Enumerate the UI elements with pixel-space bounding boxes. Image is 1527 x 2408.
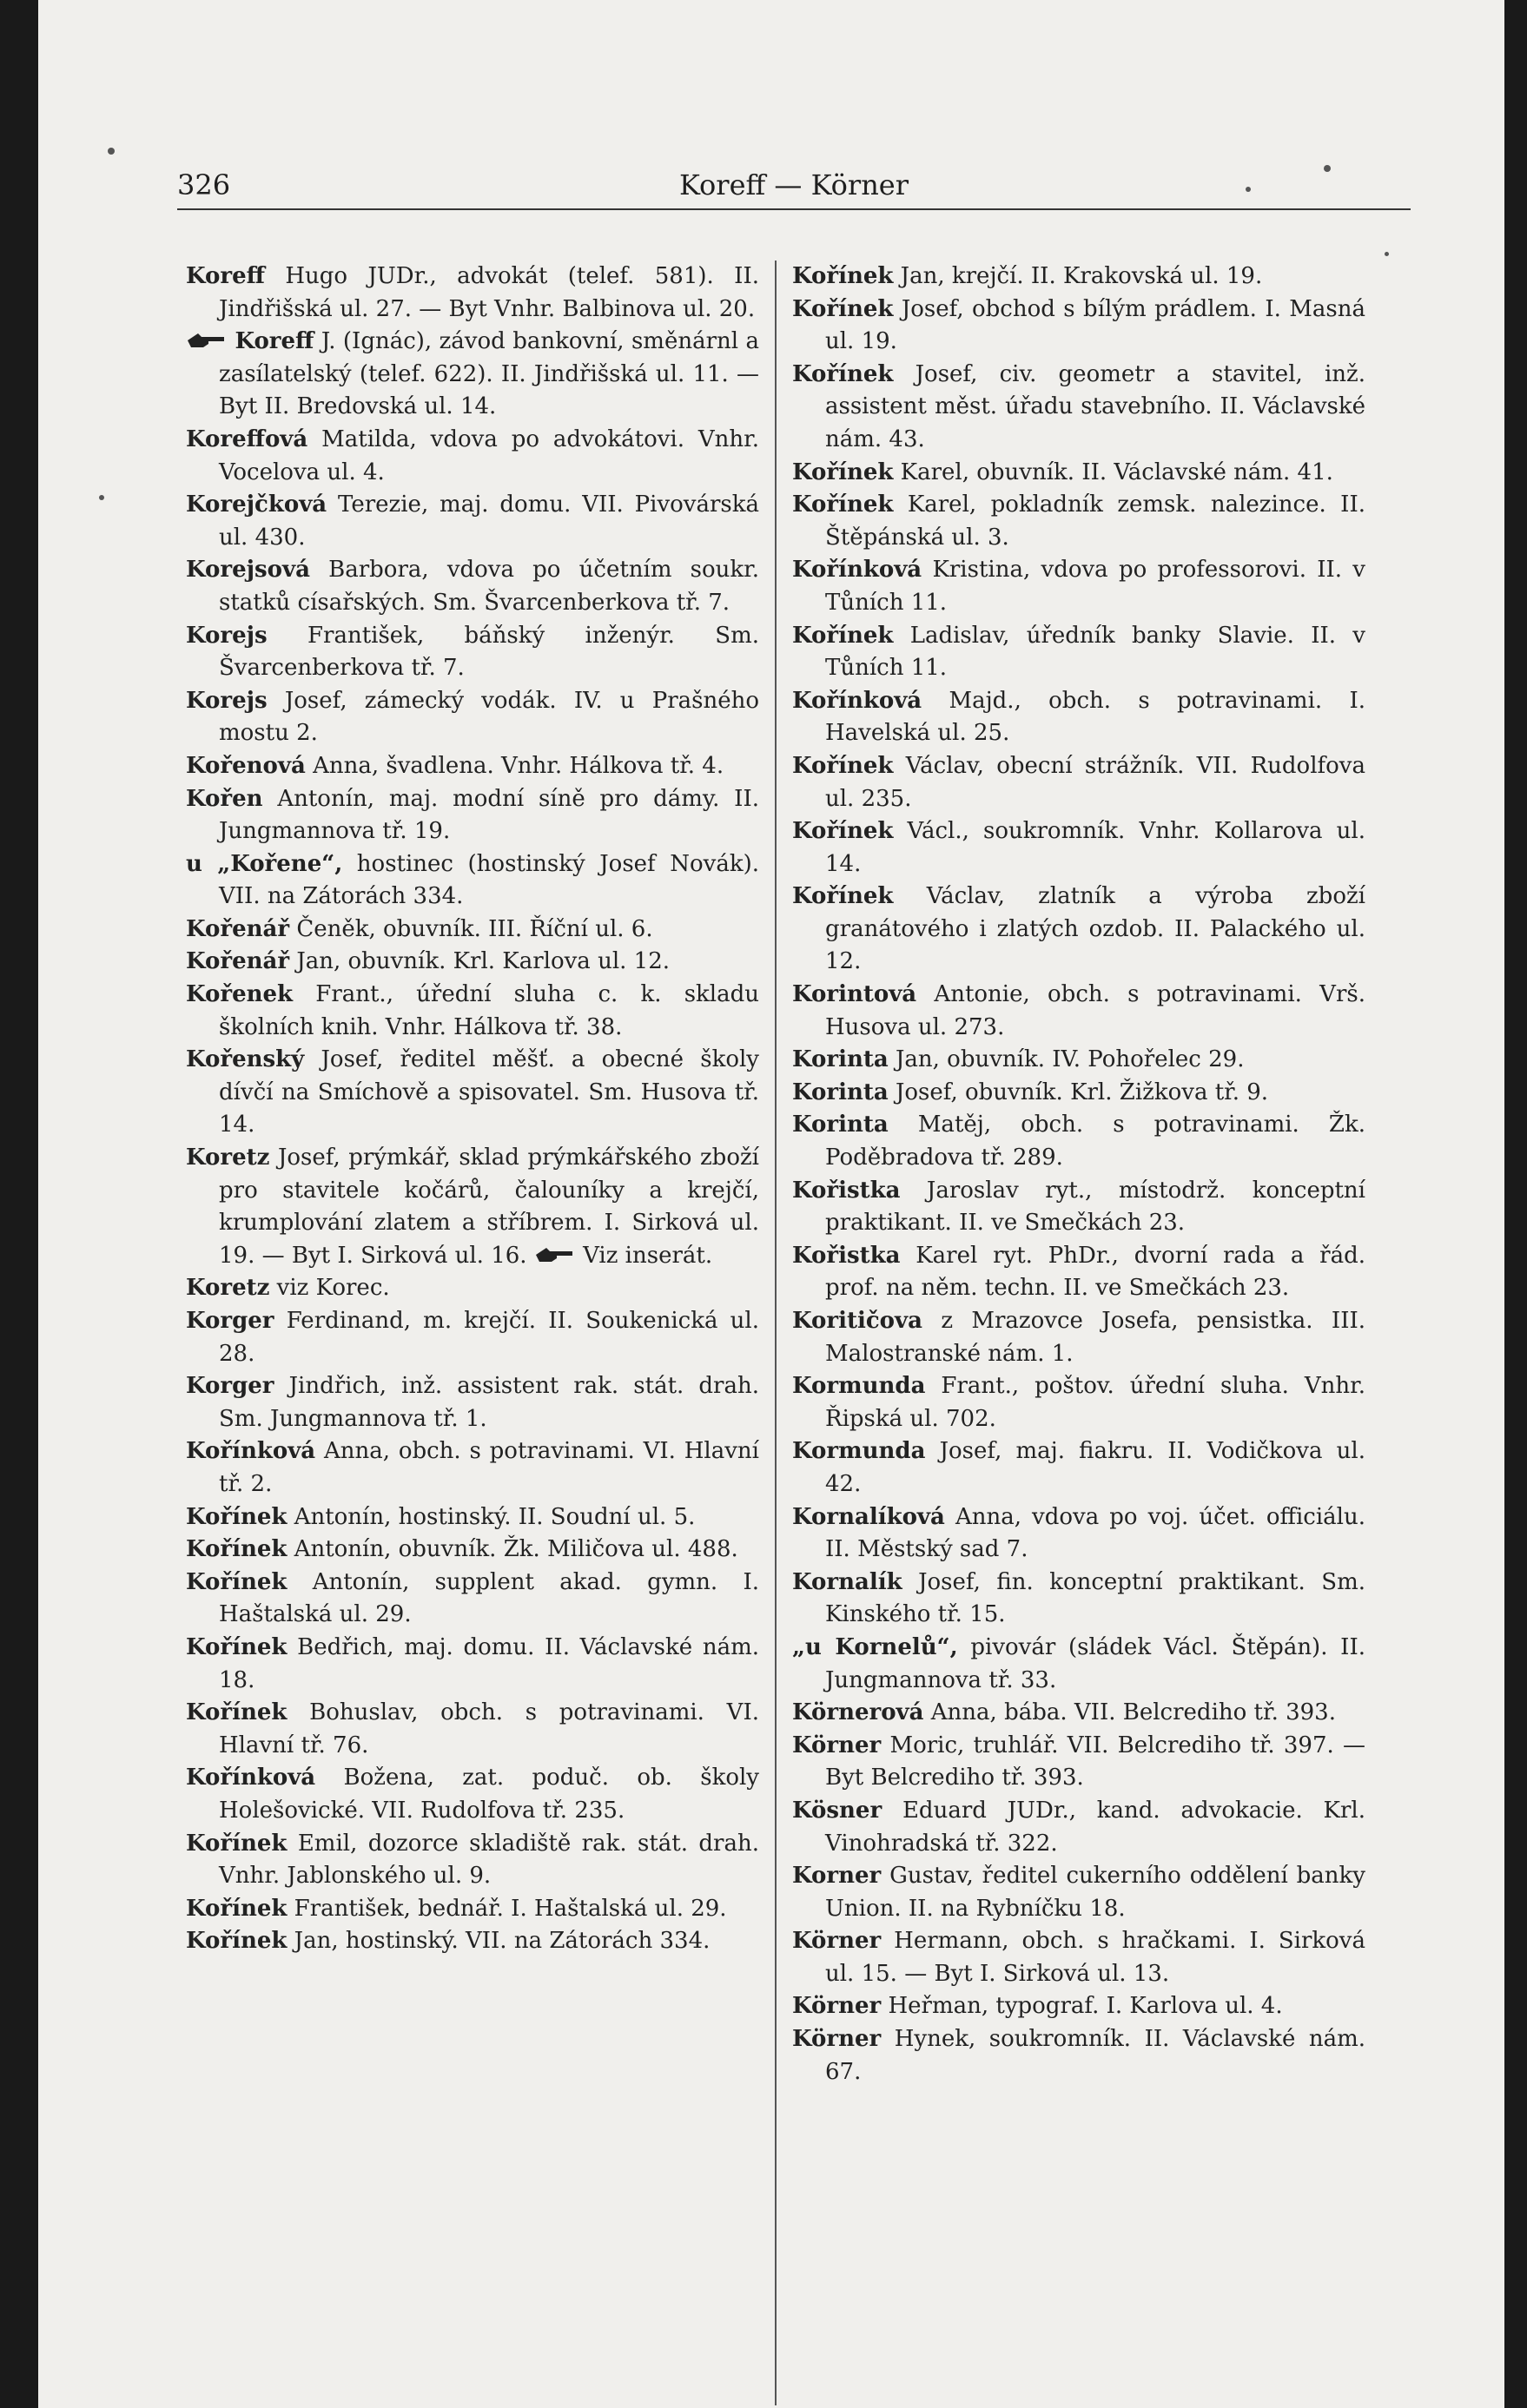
entry-surname: Koretz (186, 1275, 270, 1302)
entry-details: Matěj, obch. s potravinami. Žk. Poděbradova tř. 289. (825, 1112, 1365, 1171)
directory-entry (186, 1142, 759, 1272)
directory-entry (792, 1370, 1365, 1435)
directory-entry (792, 1925, 1365, 1990)
entry-details: Bohuslav, obch. s potravinami. VI. Hlavní tř. 76. (219, 1699, 759, 1758)
directory-entry (792, 554, 1365, 619)
entry-surname: Korejčková (186, 491, 327, 518)
directory-entry (186, 783, 759, 848)
directory-entry (186, 1435, 759, 1501)
entry-details: František, bednář. I. Haštalská ul. 29. (287, 1895, 727, 1922)
entry-details: J. (Ignác), závod bankovní, směnárnl a zasílatelský (telef. 622). II. Jindřišská ul. 11. — Byt II. Bredovská ul. 14. (219, 328, 760, 420)
directory-entry (792, 1077, 1365, 1110)
entry-details: Anna, bába. VII. Belcrediho tř. 393. (923, 1699, 1336, 1726)
entry-details: Josef, maj. fiakru. II. Vodičkova ul. 42. (825, 1438, 1365, 1497)
directory-entry (186, 1305, 759, 1370)
entry-surname: Koretz (186, 1145, 270, 1171)
entry-surname: Kösner (792, 1797, 882, 1824)
pointing-hand-icon (534, 1243, 576, 1263)
entry-details: Antonín, obuvník. Žk. Miličova ul. 488. (287, 1536, 738, 1563)
entry-surname: Kořínek (792, 883, 894, 910)
entry-details: Josef, obchod s bílým prádlem. I. Masná ul. 19. (825, 295, 1365, 355)
left-column (186, 261, 759, 1958)
entry-surname: Korejsová (186, 557, 310, 584)
entry-details: Hynek, soukromník. II. Václavské nám. 67. (825, 2026, 1365, 2085)
entry-details: Václav, zlatník a výroba zboží granátového i zlatých ozdob. II. Palackého ul. 12. (825, 883, 1365, 975)
entry-surname: Kořenský (186, 1046, 305, 1073)
directory-entry (792, 1044, 1365, 1077)
directory-entry (186, 554, 759, 619)
entry-details: Karel, obuvník. II. Václavské nám. 41. (893, 459, 1333, 485)
entry-surname: Körner (792, 1993, 882, 2020)
directory-entry (186, 914, 759, 947)
entry-surname: Kořínková (186, 1765, 316, 1791)
entry-surname: Körner (792, 2026, 882, 2053)
entry-surname: u „Kořene“, (186, 850, 343, 877)
entry-surname: „u Kornelů“, (792, 1633, 958, 1660)
entry-details: Jan, krejčí. II. Krakovská ul. 19. (893, 263, 1263, 289)
directory-entry (792, 1730, 1365, 1795)
directory-entry (792, 1697, 1365, 1730)
entry-details: Hugo JUDr., advokát (telef. 581). II. Jindřišská ul. 27. — Byt Vnhr. Balbinova ul. 20. (219, 263, 759, 322)
directory-entry (186, 685, 759, 750)
ink-speck (99, 495, 104, 500)
entry-details: Antonín, supplent akad. gymn. I. Haštalská ul. 29. (219, 1568, 759, 1628)
entry-details: Heřman, typograf. I. Karlova ul. 4. (881, 1993, 1283, 2020)
directory-entry (186, 1893, 759, 1926)
entry-details: Terezie, maj. domu. VII. Pivovárská ul. 430. (219, 491, 759, 551)
entry-surname: Korinta (792, 1112, 889, 1138)
directory-entry (186, 1762, 759, 1827)
directory-entry (186, 946, 759, 979)
entry-surname: Kořínek (792, 263, 894, 289)
directory-entry (792, 1860, 1365, 1925)
directory-entry (792, 359, 1365, 457)
entry-surname: Kořínek (186, 1633, 288, 1660)
entry-surname: Koreff (235, 328, 314, 355)
entry-details: viz Korec. (269, 1275, 390, 1302)
directory-entry (792, 261, 1365, 294)
entry-surname: Körner (792, 1732, 882, 1758)
entry-surname: Koreffová (186, 426, 308, 452)
directory-entry (792, 1435, 1365, 1501)
entry-details: Gustav, ředitel cukerního oddělení banky Union. II. na Rybníčku 18. (825, 1863, 1365, 1922)
entry-details: Ladislav, úředník banky Slavie. II. v Tůních 11. (825, 622, 1365, 682)
entry-surname: Kořenová (186, 752, 306, 779)
entry-details: Anna, švadlena. Vnhr. Hálkova tř. 4. (305, 752, 724, 779)
entry-surname: Kořínek (792, 752, 894, 779)
entry-details: Kristina, vdova po professorovi. II. v Tůních 11. (825, 557, 1365, 616)
entry-note: Viz inserát. (575, 1242, 713, 1269)
entry-details: Bedřich, maj. domu. II. Václavské nám. 18. (219, 1633, 759, 1693)
directory-entry (792, 1501, 1365, 1567)
directory-entry (792, 685, 1365, 750)
entry-details: Václav, obecní strážník. VII. Rudolfova ul. 235. (825, 752, 1365, 812)
entry-details: z Mrazovce Josefa, pensistka. III. Malostranské nám. 1. (825, 1308, 1365, 1367)
entry-details: Barbora, vdova po účetním soukr. statků císařských. Sm. Švarcenberkova tř. 7. (219, 557, 759, 616)
entry-surname: Kornalíková (792, 1503, 945, 1530)
pointing-hand-icon (186, 328, 228, 349)
entry-surname: Kořínek (186, 1895, 288, 1922)
entry-surname: Korejs (186, 687, 268, 714)
entry-surname: Korner (792, 1863, 882, 1890)
entry-surname: Kořínek (186, 1928, 288, 1955)
entry-details: Majd., obch. s potravinami. I. Havelská ul. 25. (825, 687, 1365, 747)
entry-surname: Kořenek (186, 981, 294, 1008)
directory-entry (186, 1272, 759, 1305)
entry-surname: Kormunda (792, 1438, 926, 1465)
entry-details: Karel ryt. PhDr., dvorní rada a řád. prof. na něm. techn. II. ve Smečkách 23. (825, 1242, 1365, 1302)
entry-details: Čeněk, obuvník. III. Říční ul. 6. (289, 915, 653, 942)
entry-surname: Kořínková (186, 1438, 316, 1465)
entry-details: hostinec (hostinský Josef Novák). VII. na Zátorách 334. (219, 850, 759, 910)
entry-surname: Kormunda (792, 1373, 926, 1400)
entry-details: Moric, truhlář. VII. Belcrediho tř. 397. — Byt Belcrediho tř. 393. (825, 1732, 1365, 1791)
entry-details: Antonie, obch. s potravinami. Vrš. Husova ul. 273. (825, 981, 1365, 1040)
page-number: 326 (177, 168, 231, 201)
entry-surname: Kořistka (792, 1177, 901, 1204)
entry-details: Eduard JUDr., kand. advokacie. Krl. Vinohradská tř. 322. (825, 1797, 1365, 1857)
directory-entry (186, 326, 759, 424)
entry-surname: Kořínek (792, 622, 894, 649)
ink-speck (1385, 252, 1389, 256)
entry-details: František, báňský inženýr. Sm. Švarcenberkova tř. 7. (219, 622, 759, 682)
entry-surname: Kořínková (792, 557, 922, 584)
entry-surname: Korinta (792, 1046, 889, 1073)
directory-entry (792, 1109, 1365, 1174)
entry-surname: Kořistka (792, 1242, 901, 1269)
entry-surname: Kořínek (186, 1503, 288, 1530)
entry-details: Antonín, maj. modní síně pro dámy. II. Jungmannova tř. 19. (219, 785, 759, 845)
entry-surname: Korinta (792, 1079, 889, 1105)
entry-surname: Koreff (186, 263, 265, 289)
entry-surname: Kořínek (792, 818, 894, 845)
entry-surname: Kořen (186, 785, 263, 812)
entry-surname: Kornalík (792, 1568, 902, 1595)
entry-surname: Kořínek (186, 1536, 288, 1563)
entry-details: Božena, zat. poduč. ob. školy Holešovické. VII. Rudolfova tř. 235. (219, 1765, 759, 1824)
directory-entry (792, 1795, 1365, 1860)
entry-details: Václ., soukromník. Vnhr. Kollarova ul. 14. (825, 818, 1365, 877)
column-divider (775, 261, 777, 2405)
entry-details: Anna, vdova po voj. účet. officiálu. II. Městský sad 7. (825, 1503, 1365, 1563)
entry-details: Antonín, hostinský. II. Soudní ul. 5. (287, 1503, 696, 1530)
entry-details: Jan, obuvník. Krl. Karlova ul. 12. (289, 948, 671, 975)
entry-surname: Kořínek (186, 1568, 288, 1595)
directory-entry (792, 1175, 1365, 1240)
directory-entry (186, 1697, 759, 1762)
entry-surname: Korger (186, 1308, 274, 1334)
entry-surname: Kořínková (792, 687, 922, 714)
entry-surname: Korintová (792, 981, 917, 1008)
directory-entry (186, 1534, 759, 1567)
entry-details: Josef, ředitel měšť. a obecné školy dívčí na Smíchově a spisovatel. Sm. Husova tř. 14. (219, 1046, 759, 1138)
directory-entry (792, 294, 1365, 359)
entry-details: Jan, obuvník. IV. Pohořelec 29. (888, 1046, 1245, 1073)
directory-entry (792, 1990, 1365, 2023)
entry-details: Frant., úřední sluha c. k. skladu školních knih. Vnhr. Hálkova tř. 38. (219, 981, 759, 1040)
directory-entry (186, 1567, 759, 1632)
directory-entry (792, 2023, 1365, 2088)
entry-surname: Koritičova (792, 1308, 922, 1334)
entry-surname: Körnerová (792, 1699, 924, 1726)
ink-speck (108, 148, 115, 155)
running-head: Koreff — Körner (678, 168, 909, 201)
directory-entry (186, 424, 759, 489)
entry-details: Josef, fin. konceptní praktikant. Sm. Kinského tř. 15. (825, 1568, 1365, 1628)
entry-details: Matilda, vdova po advokátovi. Vnhr. Vocelova ul. 4. (219, 426, 759, 485)
directory-entry (792, 1305, 1365, 1370)
directory-entry (186, 489, 759, 554)
entry-surname: Kořínek (792, 360, 894, 387)
entry-surname: Kořínek (792, 295, 894, 322)
entry-surname: Kořínek (186, 1699, 288, 1726)
entry-details: Ferdinand, m. krejčí. II. Soukenická ul. 28. (219, 1308, 759, 1367)
directory-entry (792, 979, 1365, 1044)
directory-entry (186, 1501, 759, 1534)
entry-surname: Korger (186, 1373, 274, 1400)
directory-entry (186, 979, 759, 1044)
right-column (792, 261, 1365, 2088)
page-header (177, 167, 1411, 210)
directory-entry (792, 457, 1365, 490)
directory-entry (792, 1240, 1365, 1305)
directory-entry (186, 1632, 759, 1697)
entry-details: Karel, pokladník zemsk. nalezince. II. Štěpánská ul. 3. (825, 491, 1365, 551)
entry-details: pivovár (sládek Václ. Štěpán). II. Jungmannova tř. 33. (825, 1633, 1365, 1693)
entry-details: Josef, obuvník. Krl. Žižkova tř. 9. (888, 1079, 1269, 1105)
directory-page (38, 0, 1504, 2408)
entry-details: Jan, hostinský. VII. na Zátorách 334. (287, 1928, 711, 1955)
entry-details: Hermann, obch. s hračkami. I. Sirková ul. 15. — Byt I. Sirková ul. 13. (825, 1928, 1365, 1987)
entry-surname: Körner (792, 1928, 882, 1955)
entry-surname: Kořínek (186, 1830, 288, 1857)
entry-details: Josef, civ. geometr a stavitel, inž. assistent měst. úřadu stavebního. II. Václavské nám. 43. (825, 360, 1365, 452)
directory-entry (186, 620, 759, 685)
entry-surname: Kořenář (186, 948, 290, 975)
entry-details: Josef, prýmkář, sklad prýmkářského zboží pro stavitele kočárů, čalouníky a krejčí, krumplování zlatem a stříbrem. I. Sirková ul. 19. — Byt I. Sirková ul. 16. (219, 1145, 759, 1269)
directory-entry (186, 261, 759, 326)
directory-entry (792, 881, 1365, 979)
directory-entry (792, 750, 1365, 815)
directory-entry (792, 620, 1365, 685)
entry-details: Emil, dozorce skladiště rak. stát. drah. Vnhr. Jablonského ul. 9. (219, 1830, 759, 1890)
entry-surname: Kořínek (792, 491, 894, 518)
entry-details: Jaroslav ryt., místodrž. konceptní praktikant. II. ve Smečkách 23. (825, 1177, 1365, 1237)
directory-entry (186, 1828, 759, 1893)
entry-details: Frant., poštov. úřední sluha. Vnhr. Řipská ul. 702. (825, 1373, 1365, 1432)
entry-surname: Kořenář (186, 915, 290, 942)
directory-entry (792, 1567, 1365, 1632)
entry-details: Jindřich, inž. assistent rak. stát. drah. Sm. Jungmannova tř. 1. (219, 1373, 759, 1432)
entry-details: Anna, obch. s potravinami. VI. Hlavní tř. 2. (219, 1438, 759, 1497)
directory-entry (792, 1632, 1365, 1697)
entry-surname: Korejs (186, 622, 268, 649)
directory-entry (186, 1044, 759, 1142)
directory-entry (792, 815, 1365, 881)
entry-details: Josef, zámecký vodák. IV. u Prašného mostu 2. (219, 687, 759, 747)
directory-entry (792, 489, 1365, 554)
directory-entry (186, 750, 759, 783)
directory-entry (186, 1925, 759, 1958)
entry-surname: Kořínek (792, 459, 894, 485)
directory-entry (186, 1370, 759, 1435)
directory-entry (186, 848, 759, 914)
